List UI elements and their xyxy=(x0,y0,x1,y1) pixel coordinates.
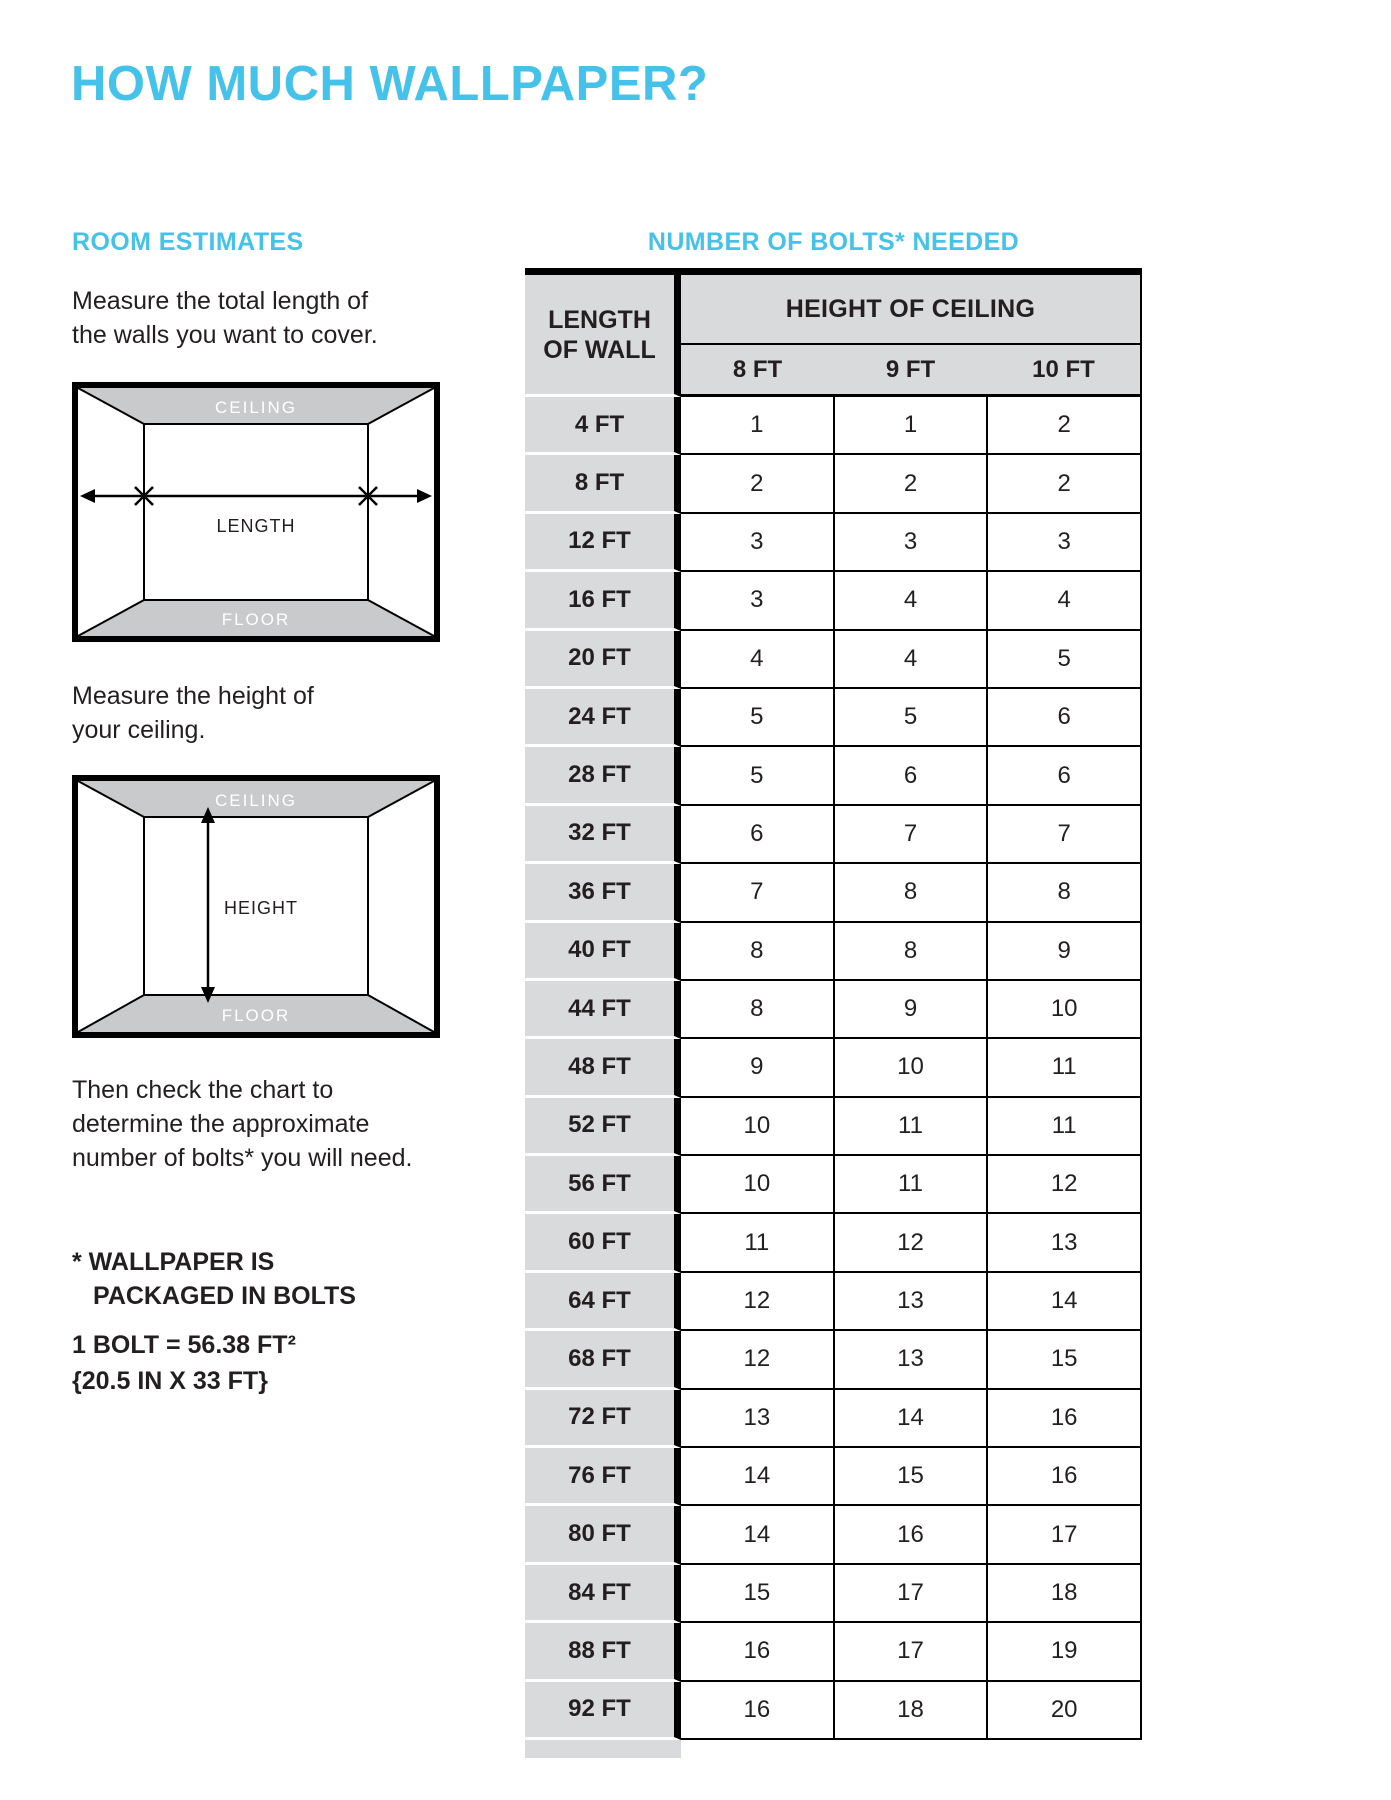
subheader-8ft: 8 FT xyxy=(732,355,783,383)
paragraph-line: number of bolts* you will need. xyxy=(72,1144,413,1172)
bolt-count-cell: 16 xyxy=(988,1448,1142,1506)
row-length-label: 12 FT xyxy=(525,514,681,572)
row-length-label: 60 FT xyxy=(525,1214,681,1272)
bolt-count-cell: 9 xyxy=(681,1039,835,1097)
length-of-wall-header xyxy=(525,275,681,397)
ceiling-subheader-row xyxy=(681,345,1140,397)
bolt-count-cell: 14 xyxy=(988,1273,1142,1331)
bolt-count-cell: 11 xyxy=(835,1098,989,1156)
bolt-count-cell: 16 xyxy=(681,1623,835,1681)
back-wall xyxy=(144,424,368,600)
bolt-count-cell: 12 xyxy=(988,1156,1142,1214)
bolt-count-cell: 10 xyxy=(681,1156,835,1214)
ceiling-label: CEILING xyxy=(214,791,298,810)
bolt-size-info xyxy=(72,1327,296,1399)
row-length-label: 68 FT xyxy=(525,1331,681,1389)
bolt-count-cell: 5 xyxy=(835,689,989,747)
bolt-count-cell: 4 xyxy=(681,631,835,689)
bolt-size-line: {20.5 IN X 33 FT} xyxy=(72,1367,268,1395)
row-length-label: 16 FT xyxy=(525,572,681,630)
bolt-count-cell: 9 xyxy=(835,981,989,1039)
height-of-ceiling-header: HEIGHT OF CEILING xyxy=(681,275,1140,345)
bolt-count-cell: 6 xyxy=(988,747,1142,805)
row-length-label: 88 FT xyxy=(525,1623,681,1681)
bolt-count-cell: 3 xyxy=(681,572,835,630)
bolt-count-cell: 14 xyxy=(681,1448,835,1506)
bolt-count-cell: 11 xyxy=(681,1214,835,1272)
paragraph-line: the walls you want to cover. xyxy=(72,321,378,349)
row-length-label: 72 FT xyxy=(525,1390,681,1448)
row-length-label: 52 FT xyxy=(525,1098,681,1156)
bolt-count-cell: 10 xyxy=(681,1098,835,1156)
bolt-count-cell: 7 xyxy=(681,864,835,922)
room-estimates-heading: ROOM ESTIMATES xyxy=(72,228,304,256)
row-length-label: 44 FT xyxy=(525,981,681,1039)
paragraph-line: Measure the total length of xyxy=(72,287,369,315)
bolt-count-cell: 1 xyxy=(681,397,835,455)
bolt-count-cell: 12 xyxy=(681,1331,835,1389)
bolt-count-cell: 3 xyxy=(988,514,1142,572)
row-length-label: 36 FT xyxy=(525,864,681,922)
paragraph-line: Then check the chart to xyxy=(72,1076,334,1104)
paragraph-line: Measure the height of xyxy=(72,682,314,710)
bolt-count-cell: 4 xyxy=(835,572,989,630)
bolt-count-cell: 14 xyxy=(681,1506,835,1564)
header-line: LENGTH xyxy=(548,305,651,334)
row-length-label: 24 FT xyxy=(525,689,681,747)
bolt-count-cell: 17 xyxy=(835,1565,989,1623)
bolt-count-cell: 1 xyxy=(835,397,989,455)
bolt-count-cell: 13 xyxy=(988,1214,1142,1272)
row-length-label: 28 FT xyxy=(525,747,681,805)
check-chart-paragraph xyxy=(72,1073,412,1175)
footnote-line: PACKAGED IN BOLTS xyxy=(93,1282,356,1310)
bolt-count-cell: 2 xyxy=(681,455,835,513)
bolt-count-cell: 16 xyxy=(681,1682,835,1740)
row-length-label: 80 FT xyxy=(525,1506,681,1564)
height-label: HEIGHT xyxy=(224,898,299,918)
subheader-9ft: 9 FT xyxy=(885,355,936,383)
page-title: HOW MUCH WALLPAPER? xyxy=(71,57,709,111)
row-length-label: 64 FT xyxy=(525,1273,681,1331)
bolt-count-cell: 9 xyxy=(988,923,1142,981)
bolt-count-cell: 3 xyxy=(835,514,989,572)
bolt-count-cell: 19 xyxy=(988,1623,1142,1681)
row-length-label: 40 FT xyxy=(525,923,681,981)
paragraph-line: determine the approximate xyxy=(72,1110,370,1138)
bolt-count-cell: 13 xyxy=(681,1390,835,1448)
row-length-label: 92 FT xyxy=(525,1682,681,1740)
bolt-count-cell: 8 xyxy=(835,864,989,922)
bolts-needed-heading: NUMBER OF BOLTS* NEEDED xyxy=(647,228,1020,256)
bolt-count-cell: 6 xyxy=(988,689,1142,747)
bolt-count-cell: 13 xyxy=(835,1331,989,1389)
header-line: OF WALL xyxy=(543,335,656,364)
row-length-label: 20 FT xyxy=(525,631,681,689)
row-length-label: 56 FT xyxy=(525,1156,681,1214)
bolt-count-cell: 10 xyxy=(835,1039,989,1097)
row-length-label: 48 FT xyxy=(525,1039,681,1097)
bolt-count-cell: 2 xyxy=(835,455,989,513)
bolt-count-cell: 18 xyxy=(835,1682,989,1740)
ceiling-header-group xyxy=(681,275,1142,397)
bolt-count-cell: 15 xyxy=(988,1331,1142,1389)
bolt-count-cell: 11 xyxy=(835,1156,989,1214)
bolt-count-cell: 18 xyxy=(988,1565,1142,1623)
bolt-count-cell: 11 xyxy=(988,1098,1142,1156)
table-body xyxy=(525,397,1142,1740)
table-footer-tab xyxy=(525,1740,681,1758)
bolt-count-cell: 15 xyxy=(835,1448,989,1506)
measure-length-paragraph xyxy=(72,284,378,352)
footnote-line: * WALLPAPER IS xyxy=(72,1248,275,1276)
bolt-count-cell: 8 xyxy=(681,923,835,981)
ceiling-label: CEILING xyxy=(214,398,298,417)
row-length-label: 4 FT xyxy=(525,397,681,455)
bolt-size-line: 1 BOLT = 56.38 FT² xyxy=(72,1331,296,1359)
bolt-count-cell: 10 xyxy=(988,981,1142,1039)
bolt-count-cell: 8 xyxy=(835,923,989,981)
bolt-count-cell: 16 xyxy=(835,1506,989,1564)
bolt-count-cell: 7 xyxy=(835,806,989,864)
bolts-table xyxy=(525,268,1142,1758)
bolt-count-cell: 2 xyxy=(988,455,1142,513)
bolt-count-cell: 6 xyxy=(681,806,835,864)
row-length-label: 32 FT xyxy=(525,806,681,864)
bolt-count-cell: 2 xyxy=(988,397,1142,455)
bolt-count-cell: 7 xyxy=(988,806,1142,864)
bolt-count-cell: 12 xyxy=(835,1214,989,1272)
bolts-footnote xyxy=(72,1245,356,1313)
floor-label: FLOOR xyxy=(221,1006,291,1025)
paragraph-line: your ceiling. xyxy=(72,716,206,744)
bolt-count-cell: 12 xyxy=(681,1273,835,1331)
bolt-count-cell: 15 xyxy=(681,1565,835,1623)
bolt-count-cell: 8 xyxy=(681,981,835,1039)
row-length-label: 84 FT xyxy=(525,1565,681,1623)
room-height-diagram xyxy=(72,775,440,1038)
bolt-count-cell: 4 xyxy=(835,631,989,689)
room-length-diagram xyxy=(72,382,440,642)
bolt-count-cell: 17 xyxy=(835,1623,989,1681)
bolt-count-cell: 20 xyxy=(988,1682,1142,1740)
subheader-10ft: 10 FT xyxy=(1032,355,1095,383)
length-label: LENGTH xyxy=(216,516,296,536)
bolt-count-cell: 11 xyxy=(988,1039,1142,1097)
table-header xyxy=(525,275,1142,397)
bolt-count-cell: 6 xyxy=(835,747,989,805)
floor-label: FLOOR xyxy=(221,610,291,629)
bolt-count-cell: 5 xyxy=(988,631,1142,689)
bolt-count-cell: 17 xyxy=(988,1506,1142,1564)
row-length-label: 8 FT xyxy=(525,455,681,513)
row-length-label: 76 FT xyxy=(525,1448,681,1506)
bolt-count-cell: 13 xyxy=(835,1273,989,1331)
bolt-count-cell: 14 xyxy=(835,1390,989,1448)
bolt-count-cell: 16 xyxy=(988,1390,1142,1448)
bolt-count-cell: 4 xyxy=(988,572,1142,630)
bolt-count-cell: 3 xyxy=(681,514,835,572)
bolt-count-cell: 5 xyxy=(681,747,835,805)
bolt-count-cell: 5 xyxy=(681,689,835,747)
bolt-count-cell: 8 xyxy=(988,864,1142,922)
measure-height-paragraph xyxy=(72,679,314,747)
